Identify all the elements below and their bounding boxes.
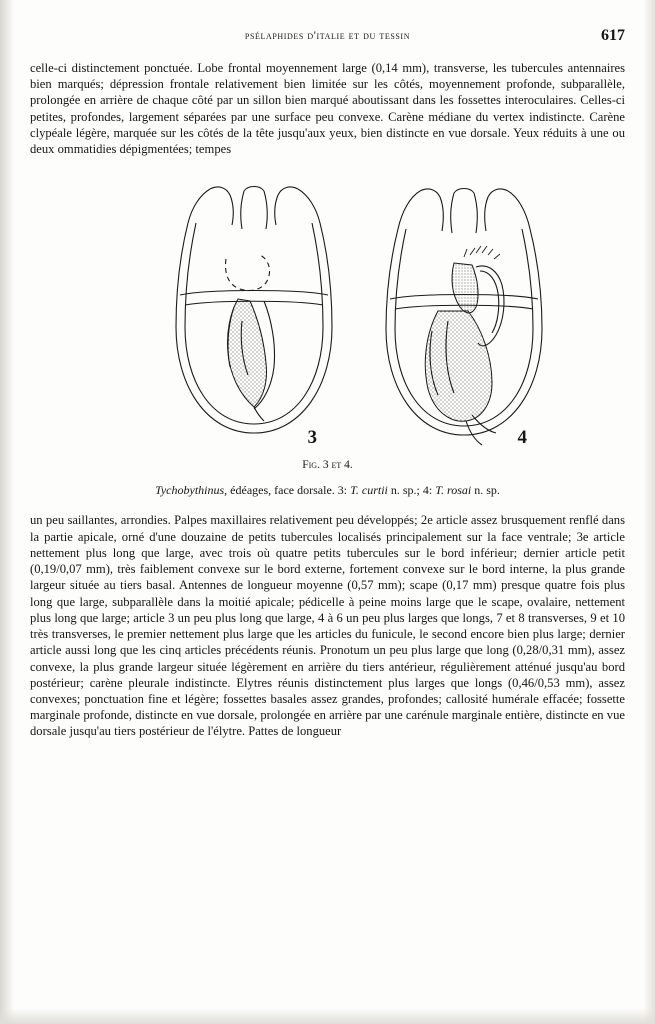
- running-title: psélaphides d'italie et du tessin: [244, 30, 411, 42]
- figure-caption-genus: Tychobythinus: [155, 483, 225, 498]
- running-head: [30, 27, 625, 50]
- figure-4-number: 4: [517, 427, 527, 449]
- figure-4-drawing: [386, 189, 542, 446]
- figure-block: [30, 171, 625, 498]
- scan-edge-shadow-right: [643, 0, 655, 1024]
- figure-caption-end: n. sp.: [471, 483, 500, 498]
- page-number: 617: [601, 27, 625, 44]
- scan-edge-shadow-left: [0, 0, 14, 1024]
- figure-caption-species-2: T. rosai: [435, 483, 472, 498]
- aedeagus-illustration: [68, 171, 588, 471]
- body-paragraph-1: celle-ci distinctement ponctuée. Lobe frontal moyennement large (0,14 mm), transverse, les tubercules antennaires bien marqués; dépression frontale relativement bien limitée sur les côtés, moyennement profonde, subparallèle, prolongée en arrière de chaque côté par un sillon bien marqué aboutissant dans les fossettes interoculaires. Celles-ci petites, profondes, largement séparées par une surface peu convexe. Carène médiane du vertex indistincte. Carène clypéale légère, marquée sur les côtés de la tête jusqu'aux yeux, bien distincte en vue dorsale. Yeux réduits à une ou deux ommatidies dépigmentées; tempes: [30, 61, 625, 157]
- figure-caption-middle: n. sp.; 4:: [387, 483, 436, 498]
- body-paragraph-2: un peu saillantes, arrondies. Palpes maxillaires relativement peu développés; 2e article assez brusquement renflé dans la partie apicale, orné d'une douzaine de petits tubercules localisés principalement sur la face ventrale; 3e article nettement plus long que large, avec trois où quatre petits tubercules sur le bord inférieur; dernier article petit (0,19/0,07 mm), très faiblement convexe sur le bord externe, fortement convexe sur le bord interne, la plus grande largeur située au tiers basal. Antennes de longueur moyenne (0,57 mm); scape (0,17 mm) presque quatre fois plus long que large, subparallèle dans la moitié apicale; pédicelle à peine moins large que le scape, ovalaire, nettement plus long que large; article 3 un peu plus long que large, 4 à 6 un peu plus larges que longs, 7 et 8 transverses, 9 et 10 très transverses, le premier nettement plus large que les articles du funicule, le second encore bien plus large; dernier article aussi long que les cinq articles précédents réunis. Pronotum un peu plus large que long (0,28/0,31 mm), assez convexe, la plus grande largeur située légèrement en arrière du tiers antérieur, régulièrement atténué jusqu'au bord postérieur; carène pleurale indistincte. Elytres réunis distinctement plus larges que longs (0,46/0,53 mm), assez convexes; ponctuation fine et légère; fossettes basales assez grandes, profondes; callosité humérale effacée; fossette marginale profonde, distincte en vue dorsale, prolongée en arrière par une carénule marginale entière, distincte en vue dorsale jusqu'au tiers postérieur de l'élytre. Pattes de longueur: [30, 513, 625, 739]
- figure-caption-species-1: T. curtii: [350, 483, 388, 498]
- scan-edge-shadow-bottom: [0, 1008, 655, 1024]
- figure-3-number: 3: [307, 427, 317, 449]
- figure-caption-rest: , édéages, face dorsale. 3:: [224, 483, 351, 498]
- page-content: [30, 27, 625, 740]
- figure-3-drawing: [176, 187, 332, 434]
- figure-caption-line-2: [30, 483, 625, 498]
- figure-caption-line-1: Fig. 3 et 4.: [302, 459, 353, 472]
